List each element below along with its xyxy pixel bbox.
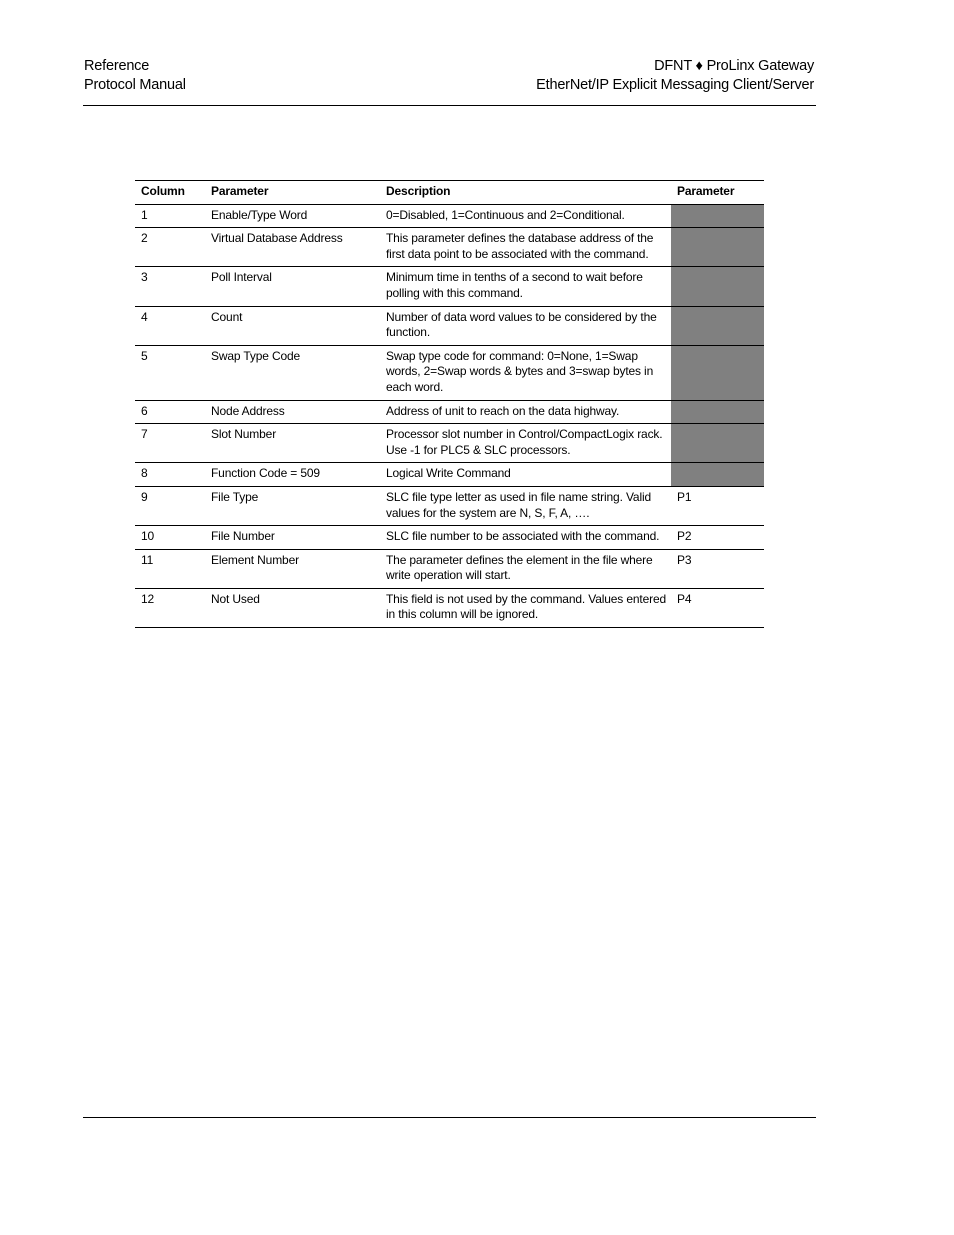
cell-parameter: Swap Type Code [205,345,380,400]
cell-parameter: File Type [205,486,380,525]
cell-description: This field is not used by the command. Values entered in this column will be ignored. [380,588,671,627]
cell-parameter: Count [205,306,380,345]
cell-parameter: Not Used [205,588,380,627]
cell-parameter-code: P4 [671,588,764,627]
footer-divider [83,1117,816,1118]
cell-parameter-code [671,306,764,345]
cell-column: 7 [135,424,205,463]
header-column: Column [135,181,205,205]
cell-description: This parameter defines the database address of the first data point to be associated with the command. [380,228,671,267]
cell-parameter: Function Code = 509 [205,463,380,487]
table-row [135,588,764,627]
cell-column: 6 [135,400,205,424]
cell-column: 10 [135,526,205,550]
header-parameter-code: Parameter [671,181,764,205]
cell-parameter-code [671,204,764,228]
cell-parameter-code [671,228,764,267]
cell-parameter-code: P1 [671,486,764,525]
cell-description: The parameter defines the element in the file where write operation will start. [380,549,671,588]
header-left [84,57,186,95]
table-row [135,204,764,228]
cell-parameter: Virtual Database Address [205,228,380,267]
cell-description: Address of unit to reach on the data highway. [380,400,671,424]
command-parameter-table-container [135,180,764,628]
cell-parameter-code [671,463,764,487]
cell-parameter: Enable/Type Word [205,204,380,228]
page-header [83,57,816,106]
header-right [536,57,814,95]
command-parameter-table [135,180,764,628]
cell-column: 4 [135,306,205,345]
table-row [135,345,764,400]
table-row [135,526,764,550]
cell-parameter: File Number [205,526,380,550]
cell-parameter: Slot Number [205,424,380,463]
cell-column: 3 [135,267,205,306]
cell-description: SLC file number to be associated with the command. [380,526,671,550]
cell-description: Swap type code for command: 0=None, 1=Swap words, 2=Swap words & bytes and 3=swap bytes in each word. [380,345,671,400]
table-row [135,424,764,463]
table-row [135,463,764,487]
cell-parameter: Node Address [205,400,380,424]
cell-parameter-code [671,267,764,306]
table-row [135,486,764,525]
cell-column: 9 [135,486,205,525]
table-header-row [135,181,764,205]
header-protocol-manual: Protocol Manual [84,77,186,93]
cell-description: SLC file type letter as used in file name string. Valid values for the system are N, S, F, A, …. [380,486,671,525]
cell-column: 11 [135,549,205,588]
cell-column: 12 [135,588,205,627]
header-description: Description [380,181,671,205]
table-body [135,204,764,627]
cell-parameter-code: P2 [671,526,764,550]
cell-column: 8 [135,463,205,487]
table-row [135,228,764,267]
cell-column: 5 [135,345,205,400]
cell-description: Processor slot number in Control/CompactLogix rack. Use -1 for PLC5 & SLC processors. [380,424,671,463]
cell-description: 0=Disabled, 1=Continuous and 2=Conditional. [380,204,671,228]
header-reference: Reference [84,58,150,74]
cell-parameter-code [671,400,764,424]
header-product-subtitle: EtherNet/IP Explicit Messaging Client/Server [536,77,814,93]
cell-parameter: Element Number [205,549,380,588]
cell-column: 2 [135,228,205,267]
cell-parameter-code [671,424,764,463]
cell-description: Number of data word values to be considered by the function. [380,306,671,345]
cell-description: Logical Write Command [380,463,671,487]
table-row [135,306,764,345]
cell-description: Minimum time in tenths of a second to wait before polling with this command. [380,267,671,306]
cell-parameter: Poll Interval [205,267,380,306]
table-row [135,267,764,306]
header-product-title: DFNT ♦ ProLinx Gateway [654,58,814,74]
cell-column: 1 [135,204,205,228]
table-row [135,400,764,424]
cell-parameter-code: P3 [671,549,764,588]
table-row [135,549,764,588]
cell-parameter-code [671,345,764,400]
header-parameter: Parameter [205,181,380,205]
